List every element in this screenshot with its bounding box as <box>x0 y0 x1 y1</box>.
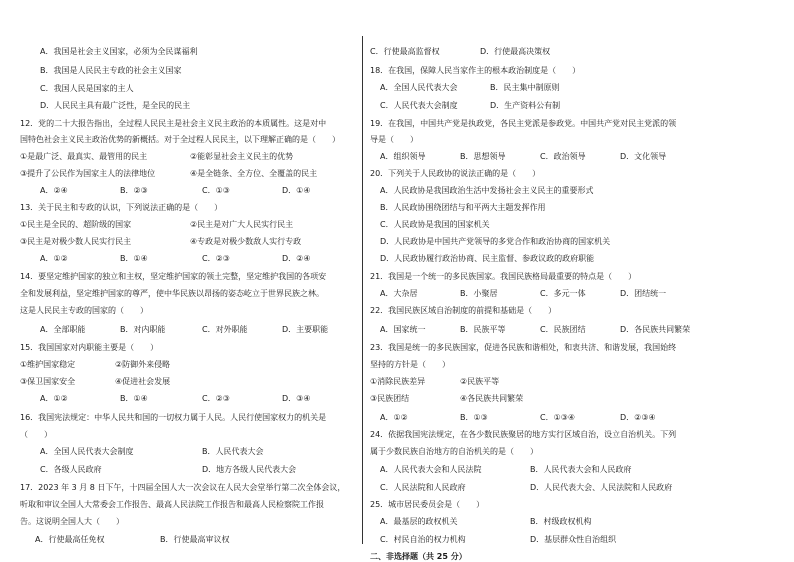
q21-option-c: C．多元一体 <box>540 289 586 298</box>
q15-option-c: C．②③ <box>202 394 230 403</box>
q18-option-c: C．人民代表大会制度 <box>380 101 458 110</box>
q15-item-2: ②防御外来侵略 <box>115 360 171 369</box>
q24-stem-line2: 属于少数民族自治地方的自治机关的是（ ） <box>370 447 538 456</box>
q23-item-3: ③民族团结 <box>370 394 410 403</box>
q17-option-d: D．行使最高决策权 <box>480 47 551 56</box>
q20-option-a: A．人民政协是我国政治生活中发扬社会主义民主的重要形式 <box>380 186 594 195</box>
q18-option-b: B．民主集中制原则 <box>490 83 560 92</box>
q25-option-c: C．村民自治的权力机构 <box>380 535 466 544</box>
q17-stem-line3: 告。这说明全国人大（ ） <box>20 517 124 526</box>
q16-stem-line2: （ ） <box>20 430 52 439</box>
q13-item-1: ①民主是全民的、超阶级的国家 <box>20 220 132 229</box>
q12-item-2: ②能彰显社会主义民主的优势 <box>190 152 294 161</box>
q12-item-1: ①是最广泛、最真实、最管用的民主 <box>20 152 148 161</box>
column-divider <box>362 36 363 544</box>
q16-option-a: A．全国人民代表大会制度 <box>40 447 134 456</box>
q18-stem: 18．在我国，保障人民当家作主的根本政治制度是（ ） <box>370 66 581 75</box>
q14-option-d: D．主要职能 <box>282 325 329 334</box>
q22-option-d: D．各民族共同繁荣 <box>620 325 691 334</box>
q12-option-a: A．②④ <box>40 186 68 195</box>
q20-option-d: D．人民政协是中国共产党领导的多党合作和政治协商的国家机关 <box>380 237 611 246</box>
q16-option-d: D．地方各级人民代表大会 <box>202 465 297 474</box>
q18-option-a: A．全国人民代表大会 <box>380 83 458 92</box>
q11-option-c: C．我国人民是国家的主人 <box>40 84 134 93</box>
q13-option-c: C．②③ <box>202 254 230 263</box>
q13-item-2: ②民主是对广大人民实行民主 <box>190 220 294 229</box>
q13-stem: 13．关于民主和专政的认识，下列说法正确的是（ ） <box>20 203 223 212</box>
q15-option-a: A．①② <box>40 394 68 403</box>
section-heading: 二、非选择题（共 25 分） <box>370 552 467 561</box>
q22-option-a: A．国家统一 <box>380 325 426 334</box>
q16-stem-line1: 16．我国宪法规定：中华人民共和国的一切权力属于人民。人民行使国家权力的机关是 <box>20 413 327 422</box>
q23-stem-line1: 23．我国是统一的多民族国家，促进各民族和谐相处，和衷共济、和谐发展，我国始终 <box>370 343 677 352</box>
q23-option-a: A．①② <box>380 413 408 422</box>
q19-option-c: C．政治领导 <box>540 152 586 161</box>
q25-option-d: D．基层群众性自治组织 <box>530 535 617 544</box>
q24-option-a: A．人民代表大会和人民法院 <box>380 465 482 474</box>
q19-stem-line2: 导是（ ） <box>370 135 418 144</box>
q22-option-c: C．民族团结 <box>540 325 586 334</box>
q15-option-d: D．③④ <box>282 394 311 403</box>
q15-option-b: B．①④ <box>120 394 148 403</box>
q20-stem: 20．下列关于人民政协的说法正确的是（ ） <box>370 169 541 178</box>
q14-option-b: B．对内职能 <box>120 325 166 334</box>
q14-stem-line3: 这是人民民主专政的国家的（ ） <box>20 306 148 315</box>
q12-item-4: ④是全链条、全方位、全覆盖的民主 <box>190 169 318 178</box>
q24-stem-line1: 24．依据我国宪法规定，在各少数民族聚居的地方实行区域自治，设立自治机关。下列 <box>370 430 677 439</box>
q25-option-b: B．村级政权机构 <box>530 517 592 526</box>
q12-stem-line2: 国特色社会主义民主政治优势的新概括。对于全过程人民民主，以下理解正确的是（ ） <box>20 135 340 144</box>
q21-option-a: A．大杂居 <box>380 289 418 298</box>
q17-stem-line1: 17．2023 年 3 月 8 日下午，十四届全国人大一次会议在人民大会堂举行第二次全体会议， <box>20 483 346 492</box>
q21-option-b: B．小聚居 <box>460 289 498 298</box>
q13-option-d: D．②④ <box>282 254 311 263</box>
q15-stem: 15．我国国家对内职能主要是（ ） <box>20 343 159 352</box>
q23-option-d: D．②③④ <box>620 413 656 422</box>
q12-item-3: ③提升了公民作为国家主人的法律地位 <box>20 169 156 178</box>
q13-item-3: ③民主是对极少数人民实行民主 <box>20 237 132 246</box>
q16-option-c: C．各级人民政府 <box>40 465 102 474</box>
q24-option-d: D．人民代表大会、人民法院和人民政府 <box>530 483 673 492</box>
q23-item-2: ②民族平等 <box>460 377 500 386</box>
q14-stem-line1: 14．要坚定维护国家的独立和主权，坚定维护国家的领土完整，坚定维护我国的各项安 <box>20 272 327 281</box>
q20-option-c: C．人民政协是我国的国家机关 <box>380 220 490 229</box>
q17-option-b: B．行使最高审议权 <box>160 535 230 544</box>
q15-item-1: ①维护国家稳定 <box>20 360 76 369</box>
q25-stem: 25．城市居民委员会是（ ） <box>370 500 485 509</box>
q20-option-b: B．人民政协围绕团结与和平两大主题发挥作用 <box>380 203 546 212</box>
q19-stem-line1: 19．在我国，中国共产党是执政党，各民主党派是参政党。中国共产党对民主党派的领 <box>370 119 677 128</box>
q23-item-1: ①消除民族差异 <box>370 377 426 386</box>
q17-option-a: A．行使最高任免权 <box>35 535 105 544</box>
q18-option-d: D．生产资料公有制 <box>490 101 561 110</box>
q22-option-b: B．民族平等 <box>460 325 506 334</box>
q19-option-a: A．组织领导 <box>380 152 426 161</box>
q19-option-b: B．思想领导 <box>460 152 506 161</box>
q24-option-b: B．人民代表大会和人民政府 <box>530 465 632 474</box>
q12-option-c: C．①③ <box>202 186 230 195</box>
q22-stem: 22．我国民族区域自治制度的前提和基础是（ ） <box>370 306 557 315</box>
q17-option-c: C．行使最高监督权 <box>370 47 440 56</box>
q23-option-c: C．①③④ <box>540 413 576 422</box>
q14-option-a: A．全部职能 <box>40 325 86 334</box>
q20-option-e: D．人民政协履行政治协商、民主监督、参政议政的政府职能 <box>380 254 595 263</box>
q14-option-c: C．对外职能 <box>202 325 248 334</box>
q12-option-d: D．①④ <box>282 186 311 195</box>
q23-item-4: ④各民族共同繁荣 <box>460 394 524 403</box>
q24-option-c: C．人民法院和人民政府 <box>380 483 466 492</box>
q11-option-a: A．我国是社会主义国家，必须为全民谋福利 <box>40 47 198 56</box>
q19-option-d: D．文化领导 <box>620 152 667 161</box>
q12-stem-line1: 12．党的二十大报告指出，全过程人民民主是社会主义民主政治的本质属性。这是对中 <box>20 119 327 128</box>
q23-stem-line2: 坚持的方针是（ ） <box>370 360 450 369</box>
q13-item-4: ④专政是对极少数敌人实行专政 <box>190 237 302 246</box>
q12-option-b: B．②③ <box>120 186 148 195</box>
q23-option-b: B．①③ <box>460 413 488 422</box>
q16-option-b: B．人民代表大会 <box>202 447 264 456</box>
q25-option-a: A．最基层的政权机关 <box>380 517 458 526</box>
q17-stem-line2: 听取和审议全国人大常委会工作报告、最高人民法院工作报告和最高人民检察院工作报 <box>20 500 324 509</box>
q11-option-b: B．我国是人民民主专政的社会主义国家 <box>40 66 182 75</box>
q21-stem: 21．我国是一个统一的多民族国家。我国民族格局最重要的特点是（ ） <box>370 272 637 281</box>
q13-option-a: A．①② <box>40 254 68 263</box>
q14-stem-line2: 全和发展利益，坚定维护国家的尊严，使中华民族以昂扬的姿态屹立于世界民族之林。 <box>20 289 324 298</box>
q11-option-d: D．人民民主具有最广泛性，是全民的民主 <box>40 101 191 110</box>
q13-option-b: B．①④ <box>120 254 148 263</box>
q15-item-3: ③保卫国家安全 <box>20 377 76 386</box>
q15-item-4: ④促进社会发展 <box>115 377 171 386</box>
q21-option-d: D．团结统一 <box>620 289 667 298</box>
